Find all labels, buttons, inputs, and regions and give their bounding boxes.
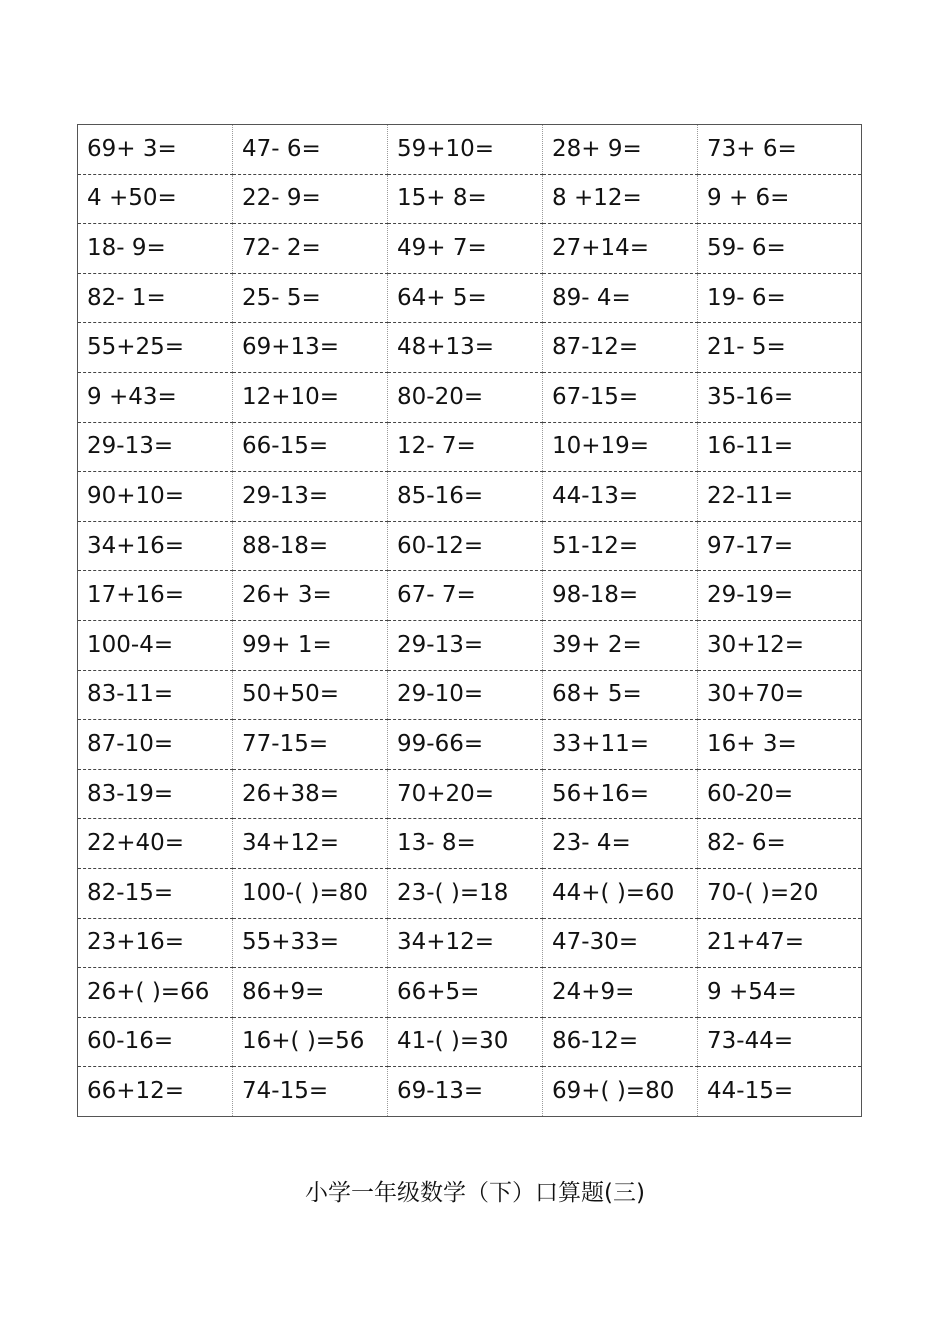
- problem-cell: 50+50=: [233, 670, 388, 720]
- problem-cell: 10+19=: [543, 422, 698, 472]
- problem-cell: 73+ 6=: [698, 125, 862, 175]
- problem-cell: 35-16=: [698, 372, 862, 422]
- problem-cell: 30+70=: [698, 670, 862, 720]
- problem-cell: 4 +50=: [78, 174, 233, 224]
- problem-cell: 90+10=: [78, 472, 233, 522]
- problem-cell: 17+16=: [78, 571, 233, 621]
- problem-cell: 98-18=: [543, 571, 698, 621]
- problem-cell: 34+12=: [388, 918, 543, 968]
- problem-cell: 9 +43=: [78, 372, 233, 422]
- problem-cell: 82- 1=: [78, 273, 233, 323]
- problem-cell: 18- 9=: [78, 224, 233, 274]
- worksheet-row: [78, 620, 862, 670]
- problem-cell: 49+ 7=: [388, 224, 543, 274]
- problem-cell: 60-16=: [78, 1017, 233, 1067]
- problem-cell: 29-13=: [388, 620, 543, 670]
- problem-cell: 23+16=: [78, 918, 233, 968]
- worksheet-row: [78, 323, 862, 373]
- worksheet-row: [78, 868, 862, 918]
- problem-cell: 77-15=: [233, 720, 388, 770]
- problem-cell: 13- 8=: [388, 819, 543, 869]
- problem-cell: 21+47=: [698, 918, 862, 968]
- problem-cell: 68+ 5=: [543, 670, 698, 720]
- worksheet-row: [78, 422, 862, 472]
- problem-cell: 29-19=: [698, 571, 862, 621]
- problem-cell: 16-11=: [698, 422, 862, 472]
- problem-cell: 8 +12=: [543, 174, 698, 224]
- problem-cell: 69+( )=80: [543, 1067, 698, 1117]
- problem-cell: 60-20=: [698, 769, 862, 819]
- worksheet-row: [78, 224, 862, 274]
- problem-cell: 34+12=: [233, 819, 388, 869]
- problem-cell: 97-17=: [698, 521, 862, 571]
- problem-cell: 87-12=: [543, 323, 698, 373]
- problem-cell: 82- 6=: [698, 819, 862, 869]
- worksheet-body: [78, 125, 862, 1117]
- problem-cell: 48+13=: [388, 323, 543, 373]
- problem-cell: 56+16=: [543, 769, 698, 819]
- problem-cell: 55+33=: [233, 918, 388, 968]
- problem-cell: 88-18=: [233, 521, 388, 571]
- problem-cell: 66+5=: [388, 968, 543, 1018]
- worksheet-row: [78, 819, 862, 869]
- problem-cell: 25- 5=: [233, 273, 388, 323]
- worksheet-title: 小学一年级数学（下）口算题(三): [305, 1180, 645, 1206]
- worksheet-row: [78, 472, 862, 522]
- problem-cell: 16+( )=56: [233, 1017, 388, 1067]
- problem-cell: 82-15=: [78, 868, 233, 918]
- worksheet-row: [78, 273, 862, 323]
- problem-cell: 9 + 6=: [698, 174, 862, 224]
- problem-cell: 89- 4=: [543, 273, 698, 323]
- problem-cell: 44+( )=60: [543, 868, 698, 918]
- problem-cell: 99-66=: [388, 720, 543, 770]
- arithmetic-worksheet-table: [77, 124, 862, 1117]
- worksheet-row: [78, 769, 862, 819]
- problem-cell: 27+14=: [543, 224, 698, 274]
- problem-cell: 15+ 8=: [388, 174, 543, 224]
- problem-cell: 21- 5=: [698, 323, 862, 373]
- problem-cell: 86-12=: [543, 1017, 698, 1067]
- problem-cell: 34+16=: [78, 521, 233, 571]
- problem-cell: 85-16=: [388, 472, 543, 522]
- worksheet-row: [78, 521, 862, 571]
- problem-cell: 23- 4=: [543, 819, 698, 869]
- problem-cell: 30+12=: [698, 620, 862, 670]
- problem-cell: 47- 6=: [233, 125, 388, 175]
- problem-cell: 22-11=: [698, 472, 862, 522]
- problem-cell: 19- 6=: [698, 273, 862, 323]
- worksheet-row: [78, 670, 862, 720]
- worksheet-row: [78, 1067, 862, 1117]
- problem-cell: 24+9=: [543, 968, 698, 1018]
- problem-cell: 44-13=: [543, 472, 698, 522]
- problem-cell: 12+10=: [233, 372, 388, 422]
- worksheet-row: [78, 720, 862, 770]
- problem-cell: 66-15=: [233, 422, 388, 472]
- problem-cell: 29-10=: [388, 670, 543, 720]
- problem-cell: 44-15=: [698, 1067, 862, 1117]
- problem-cell: 26+ 3=: [233, 571, 388, 621]
- problem-cell: 29-13=: [78, 422, 233, 472]
- worksheet-row: [78, 1017, 862, 1067]
- problem-cell: 47-30=: [543, 918, 698, 968]
- problem-cell: 99+ 1=: [233, 620, 388, 670]
- worksheet-row: [78, 918, 862, 968]
- problem-cell: 16+ 3=: [698, 720, 862, 770]
- problem-cell: 67- 7=: [388, 571, 543, 621]
- problem-cell: 80-20=: [388, 372, 543, 422]
- problem-cell: 69-13=: [388, 1067, 543, 1117]
- problem-cell: 59- 6=: [698, 224, 862, 274]
- problem-cell: 69+13=: [233, 323, 388, 373]
- problem-cell: 33+11=: [543, 720, 698, 770]
- problem-cell: 59+10=: [388, 125, 543, 175]
- problem-cell: 69+ 3=: [78, 125, 233, 175]
- problem-cell: 74-15=: [233, 1067, 388, 1117]
- problem-cell: 83-19=: [78, 769, 233, 819]
- problem-cell: 70-( )=20: [698, 868, 862, 918]
- worksheet-row: [78, 968, 862, 1018]
- problem-cell: 22+40=: [78, 819, 233, 869]
- problem-cell: 64+ 5=: [388, 273, 543, 323]
- problem-cell: 67-15=: [543, 372, 698, 422]
- worksheet-row: [78, 174, 862, 224]
- problem-cell: 86+9=: [233, 968, 388, 1018]
- problem-cell: 70+20=: [388, 769, 543, 819]
- problem-cell: 66+12=: [78, 1067, 233, 1117]
- problem-cell: 26+38=: [233, 769, 388, 819]
- problem-cell: 55+25=: [78, 323, 233, 373]
- problem-cell: 28+ 9=: [543, 125, 698, 175]
- problem-cell: 87-10=: [78, 720, 233, 770]
- worksheet-row: [78, 571, 862, 621]
- problem-cell: 12- 7=: [388, 422, 543, 472]
- problem-cell: 39+ 2=: [543, 620, 698, 670]
- problem-cell: 22- 9=: [233, 174, 388, 224]
- problem-cell: 100-( )=80: [233, 868, 388, 918]
- problem-cell: 23-( )=18: [388, 868, 543, 918]
- problem-cell: 41-( )=30: [388, 1017, 543, 1067]
- problem-cell: 26+( )=66: [78, 968, 233, 1018]
- problem-cell: 100-4=: [78, 620, 233, 670]
- problem-cell: 83-11=: [78, 670, 233, 720]
- worksheet-row: [78, 372, 862, 422]
- problem-cell: 60-12=: [388, 521, 543, 571]
- worksheet-row: [78, 125, 862, 175]
- problem-cell: 72- 2=: [233, 224, 388, 274]
- problem-cell: 51-12=: [543, 521, 698, 571]
- problem-cell: 9 +54=: [698, 968, 862, 1018]
- problem-cell: 73-44=: [698, 1017, 862, 1067]
- problem-cell: 29-13=: [233, 472, 388, 522]
